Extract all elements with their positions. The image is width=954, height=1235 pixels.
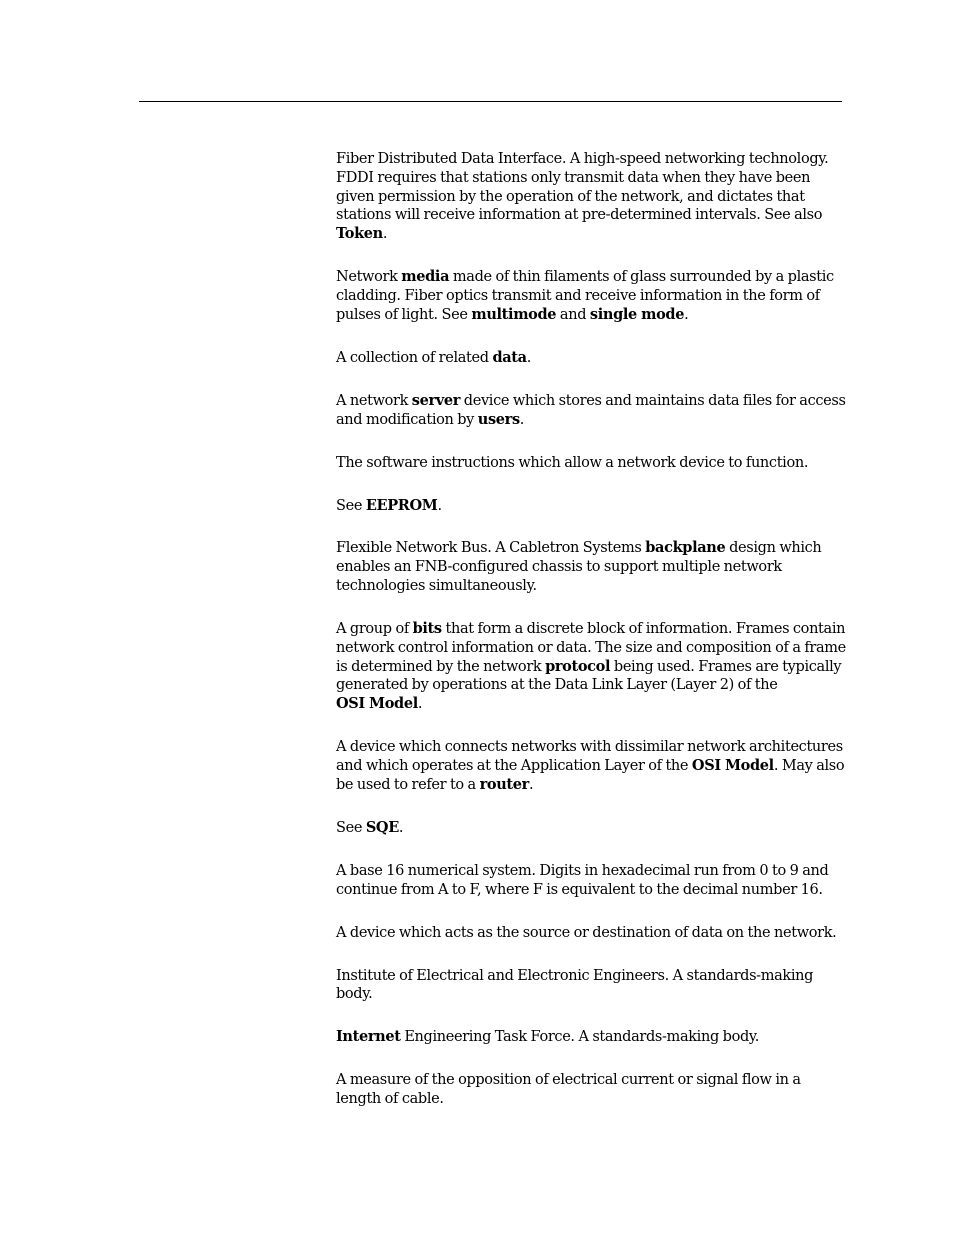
definition-text: Engineering Task Force. A standards-making body. bbox=[400, 1029, 760, 1046]
definition-text: being used. Frames are typically generated by operations at the Data Link Layer (Layer 2) of the bbox=[336, 658, 842, 694]
definition-text: . bbox=[437, 497, 442, 514]
definition-file bbox=[336, 349, 846, 368]
cross-reference-term: Internet bbox=[336, 1028, 401, 1046]
definition-text: The software instructions which allow a network device to function. bbox=[336, 454, 809, 471]
definition-firmware bbox=[336, 454, 846, 473]
definition-heartbeat bbox=[336, 819, 846, 838]
cross-reference-term: users bbox=[477, 410, 520, 428]
definition-text: A collection of related bbox=[336, 349, 493, 366]
definition-text: . bbox=[526, 349, 531, 366]
definition-hexadecimal bbox=[336, 862, 846, 900]
definition-fnb bbox=[336, 539, 846, 595]
definition-text: design which enables an FNB-configured chassis to support multiple network technologies simultaneously. bbox=[336, 540, 822, 595]
glossary-definitions bbox=[336, 150, 846, 1109]
cross-reference-term: multimode bbox=[471, 305, 557, 323]
cross-reference-term: OSI Model bbox=[691, 757, 774, 775]
definition-text: A measure of the opposition of electrical current or signal flow in a length of cable. bbox=[336, 1072, 801, 1108]
cross-reference-term: EEPROM bbox=[365, 496, 438, 514]
definition-text: . bbox=[528, 776, 534, 793]
definition-text: A base 16 numerical system. Digits in hexadecimal run from 0 to 9 and continue from A to F, where F is equivalent to the decimal number 16. bbox=[336, 862, 829, 898]
definition-host bbox=[336, 924, 846, 943]
definition-text: made of thin filaments of glass surrounded by a plastic cladding. Fiber optics transmit and receive information in the form of pulses of light. See bbox=[336, 269, 834, 323]
definition-text: . May also be used to refer to a bbox=[336, 758, 845, 793]
definition-gateway bbox=[336, 738, 846, 794]
cross-reference-term: server bbox=[411, 391, 461, 409]
definition-ietf bbox=[336, 1028, 846, 1047]
definition-text: A network bbox=[336, 392, 412, 409]
definition-text: Network bbox=[336, 269, 402, 286]
definition-text: and bbox=[556, 306, 590, 323]
definition-text: A group of bbox=[336, 621, 413, 638]
cross-reference-term: OSI Model bbox=[336, 695, 418, 713]
cross-reference-term: media bbox=[401, 268, 450, 286]
definition-text: . bbox=[398, 819, 404, 836]
cross-reference-term: SQE bbox=[365, 818, 399, 836]
definition-text: . bbox=[417, 696, 423, 713]
definition-text: device which stores and maintains data files for access and modification by bbox=[336, 392, 846, 428]
definition-text: . bbox=[382, 226, 388, 243]
definition-text: Flexible Network Bus. A Cabletron Systems bbox=[336, 540, 646, 557]
definition-text: A device which acts as the source or destination of data on the network. bbox=[336, 924, 837, 941]
definition-ieee bbox=[336, 967, 846, 1005]
header-rule bbox=[139, 101, 842, 102]
definition-text: Fiber Distributed Data Interface. A high-speed networking technology. FDDI requires that stations only transmit data when they have been given permission by the operation of the network, and dictates that stations will receive information at pre-determined intervals. See also bbox=[336, 151, 829, 224]
cross-reference-term: single mode bbox=[589, 305, 685, 323]
definition-text: See bbox=[336, 497, 366, 514]
cross-reference-term: Token bbox=[336, 225, 383, 243]
cross-reference-term: protocol bbox=[545, 657, 611, 675]
definition-text: A device which connects networks with dissimilar network architectures and which operates at the Application Layer of the bbox=[336, 739, 843, 775]
cross-reference-term: backplane bbox=[645, 539, 726, 557]
definition-impedance bbox=[336, 1071, 846, 1109]
cross-reference-term: router bbox=[479, 775, 529, 793]
definition-fiber-optics bbox=[336, 268, 846, 324]
definition-frame bbox=[336, 620, 846, 714]
definition-text: that form a discrete block of information. Frames contain network control information or data. The size and composition of a frame is determined by the network bbox=[336, 621, 846, 675]
definition-text: . bbox=[519, 411, 525, 428]
definition-text: . bbox=[684, 306, 689, 323]
cross-reference-term: data bbox=[492, 348, 527, 366]
definition-file-server bbox=[336, 392, 846, 430]
definition-text: See bbox=[336, 819, 366, 836]
definition-fddi bbox=[336, 150, 846, 244]
definition-flash-eeprom bbox=[336, 497, 846, 516]
definition-text: Institute of Electrical and Electronic Engineers. A standards-making body. bbox=[336, 967, 814, 1003]
cross-reference-term: bits bbox=[412, 620, 442, 638]
